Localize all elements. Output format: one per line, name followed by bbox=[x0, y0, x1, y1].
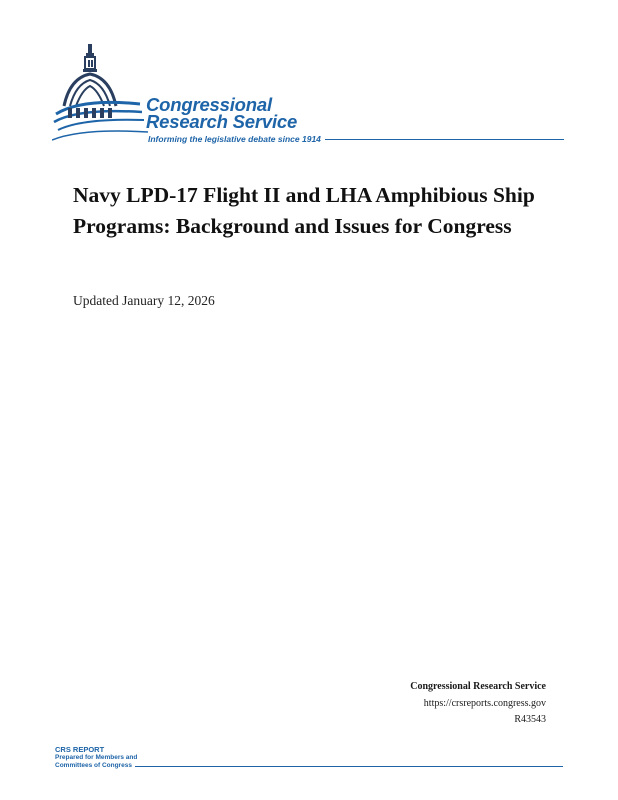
footer bbox=[55, 745, 563, 770]
crs-logo bbox=[52, 44, 564, 148]
report-title: Navy LPD-17 Flight II and LHA Amphibious Ship Programs: Background and Issues for Congress bbox=[73, 183, 535, 238]
footer-line-1: Prepared for Members and bbox=[55, 754, 138, 761]
footer-label: CRS REPORT bbox=[55, 745, 105, 754]
contact-organization: Congressional Research Service bbox=[410, 681, 546, 692]
tagline-rule bbox=[325, 139, 564, 140]
logo-tagline: Informing the legislative debate since 1914 bbox=[148, 134, 321, 144]
footer-rule bbox=[135, 766, 563, 767]
logo-wordmark bbox=[146, 96, 297, 130]
logo-tagline-row bbox=[148, 133, 564, 145]
footer-row bbox=[55, 762, 563, 770]
contact-block bbox=[410, 679, 546, 729]
updated-date: Updated January 12, 2026 bbox=[73, 293, 215, 308]
logo-line-1: Congressional bbox=[146, 94, 272, 115]
logo-line-2: Research Service bbox=[146, 111, 298, 132]
contact-url[interactable]: https://crsreports.congress.gov bbox=[423, 697, 546, 709]
capitol-dome-icon bbox=[52, 44, 152, 148]
report-number: R43543 bbox=[514, 714, 546, 725]
footer-line-2: Committees of Congress bbox=[55, 762, 132, 769]
